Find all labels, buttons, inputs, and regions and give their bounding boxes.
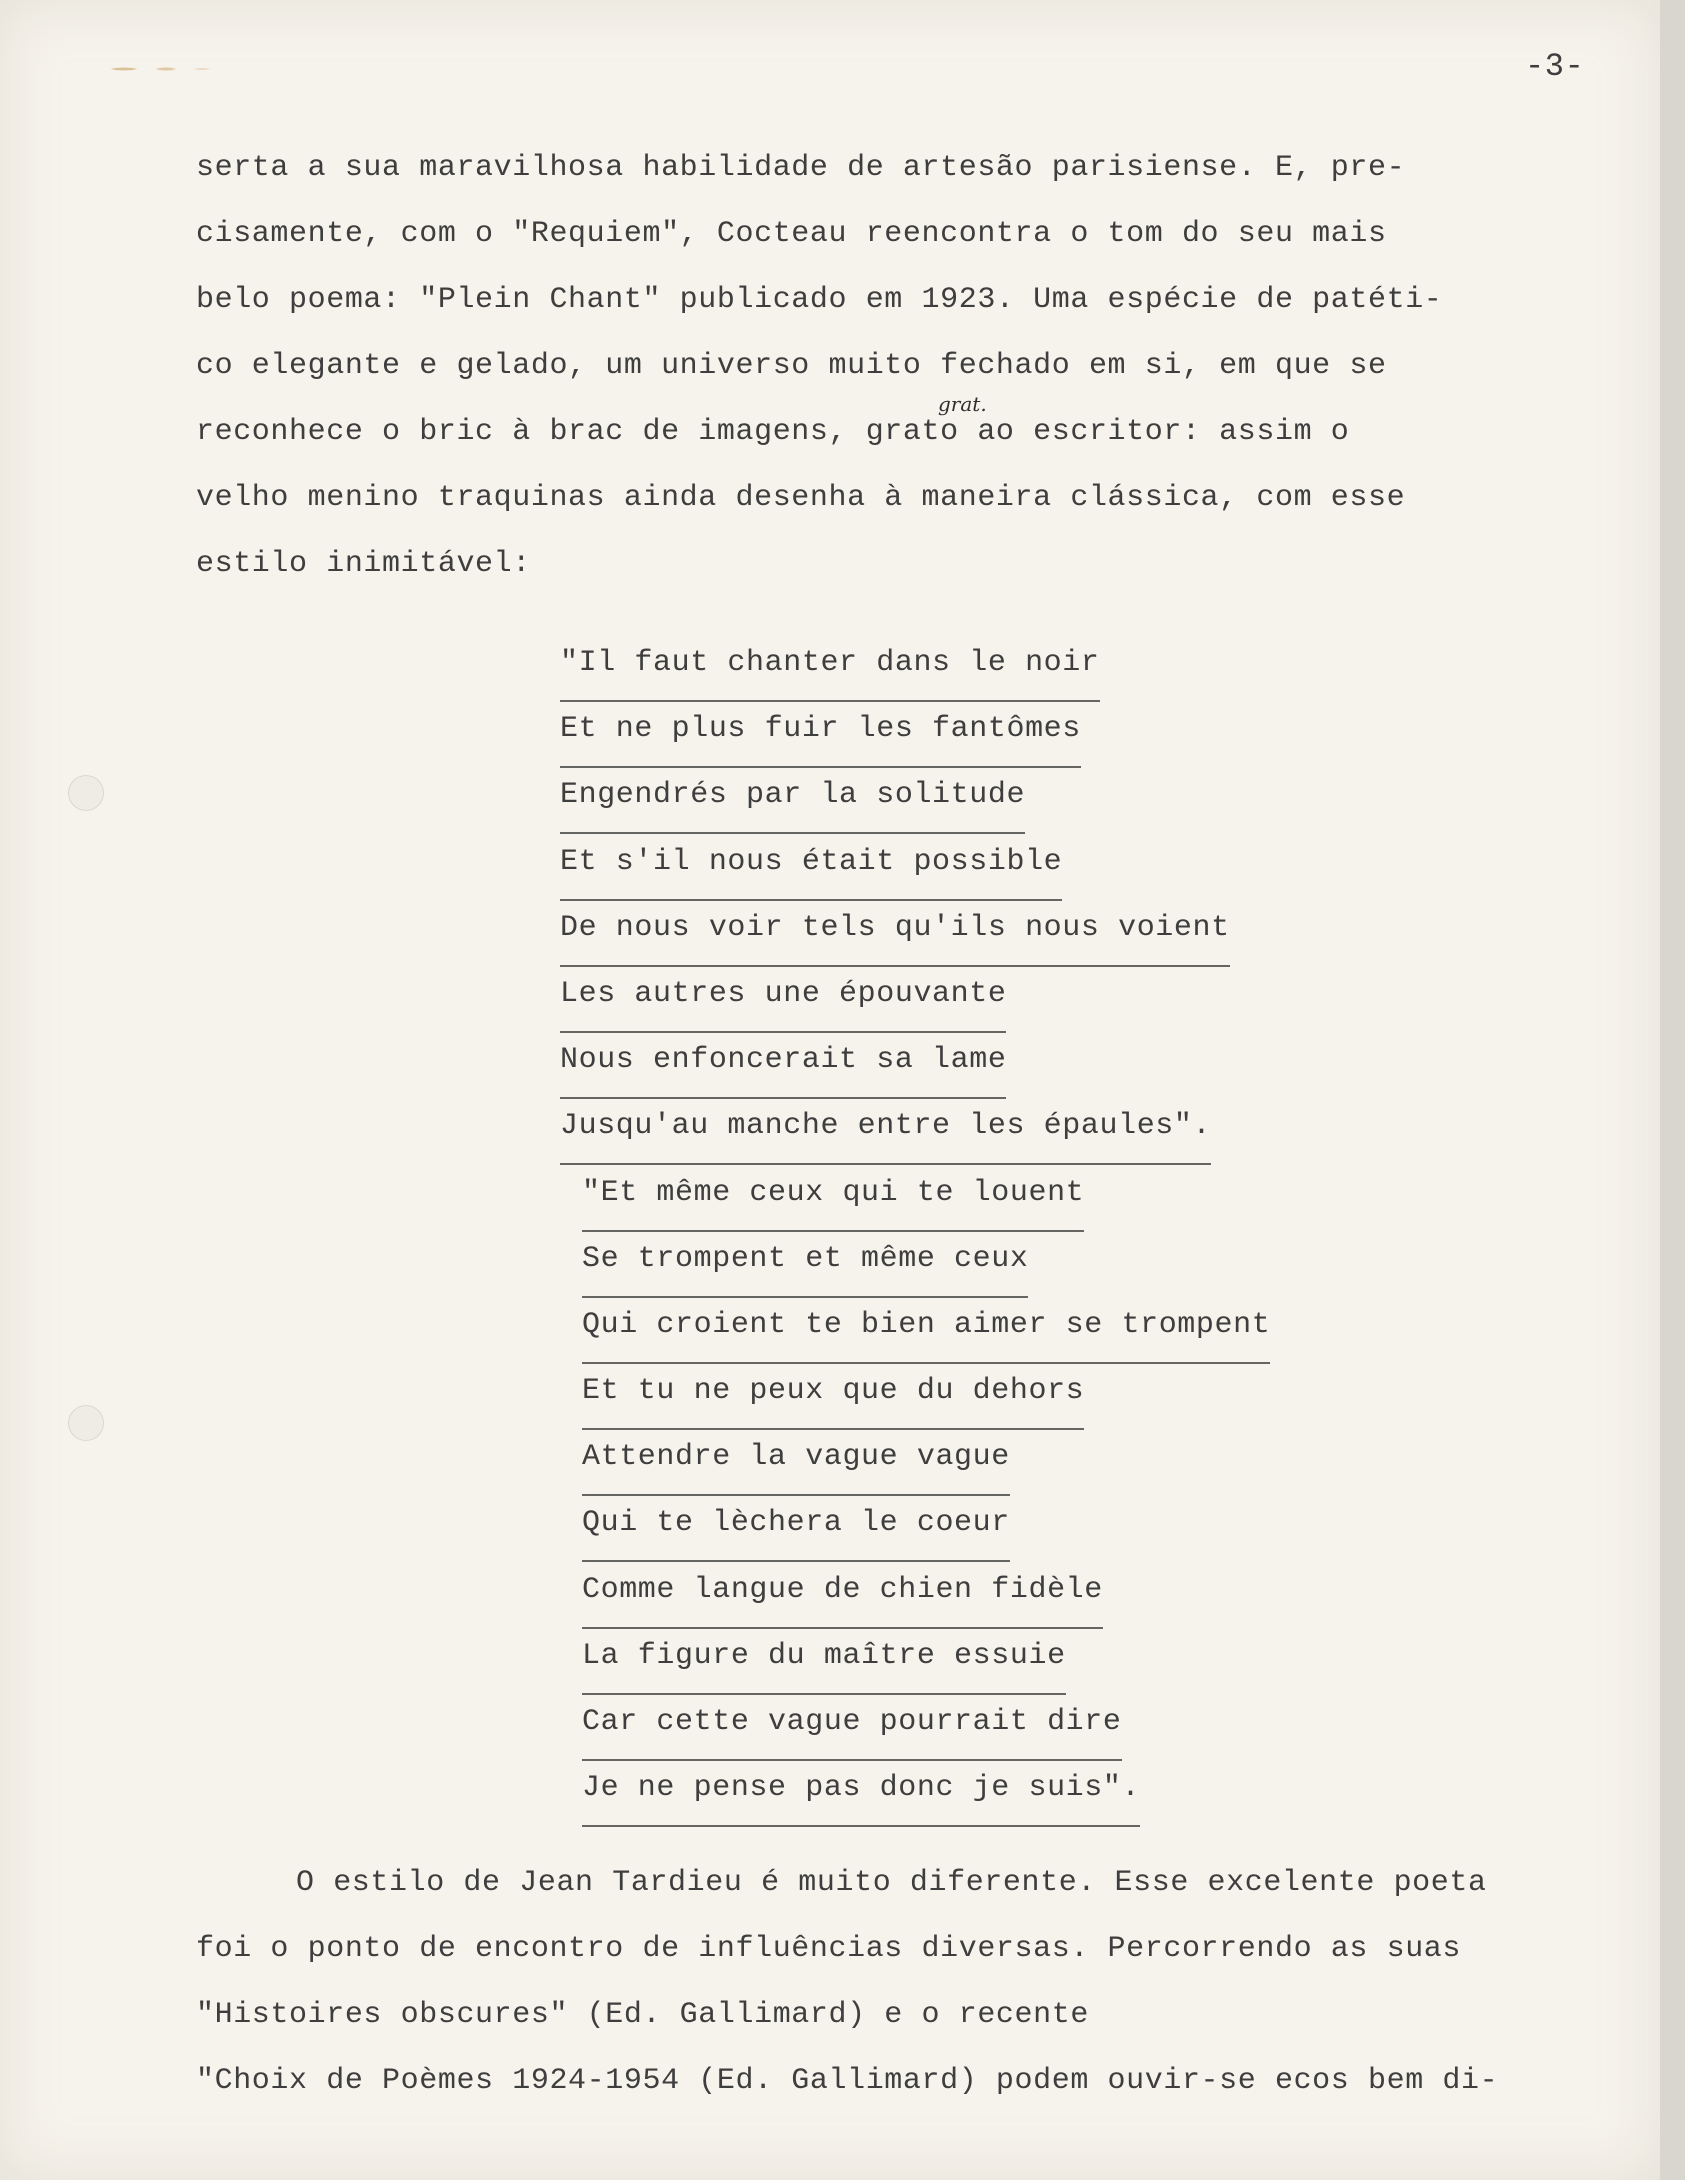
poem-line: Car cette vague pourrait dire bbox=[560, 1689, 1270, 1755]
text-line: estilo inimitável: bbox=[196, 547, 531, 581]
poem-line: Et tu ne peux que du dehors bbox=[560, 1358, 1270, 1424]
text-line: foi o ponto de encontro de influências diversas. Percorrendo as suas bbox=[196, 1932, 1461, 1966]
poem-line: La figure du maître essuie bbox=[560, 1623, 1270, 1689]
poem-line: Se trompent et même ceux bbox=[560, 1226, 1270, 1292]
paragraph-cocteau bbox=[196, 135, 1556, 597]
poem-line: De nous voir tels qu'ils nous voient bbox=[560, 895, 1270, 961]
poem-line: Qui croient te bien aimer se trompent bbox=[560, 1292, 1270, 1358]
handwritten-correction: grat. bbox=[938, 392, 987, 416]
text-line: cisamente, com o "Requiem", Cocteau reencontra o tom do seu mais bbox=[196, 217, 1387, 251]
text-line: serta a sua maravilhosa habilidade de artesão parisiense. E, pre- bbox=[196, 151, 1406, 185]
text-line: velho menino traquinas ainda desenha à maneira clássica, com esse bbox=[196, 481, 1406, 515]
text-line: reconhece o bric à brac de imagens, grato ao escritor: assim o bbox=[196, 415, 1350, 449]
text-line: "Choix de Poèmes 1924-1954 (Ed. Gallimard) podem ouvir-se ecos bem di- bbox=[196, 2064, 1499, 2098]
page-number: -3- bbox=[1525, 48, 1585, 85]
poem-line: Jusqu'au manche entre les épaules". bbox=[560, 1093, 1270, 1159]
poem-line: Et s'il nous était possible bbox=[560, 829, 1270, 895]
punch-hole bbox=[68, 1405, 104, 1441]
poem-line: Attendre la vague vague bbox=[560, 1424, 1270, 1490]
poem-line: Qui te lèchera le coeur bbox=[560, 1490, 1270, 1556]
text-line: O estilo de Jean Tardieu é muito diferente. Esse excelente poeta bbox=[296, 1866, 1487, 1900]
poem-line: Nous enfoncerait sa lame bbox=[560, 1027, 1270, 1093]
poem-quotation bbox=[560, 630, 1270, 1821]
poem-line: Et ne plus fuir les fantômes bbox=[560, 696, 1270, 762]
poem-line: Je ne pense pas donc je suis". bbox=[560, 1755, 1270, 1821]
text-line: "Histoires obscures" (Ed. Gallimard) e o recente bbox=[196, 1998, 1089, 2032]
rust-stain bbox=[100, 58, 220, 80]
poem-line: Comme langue de chien fidèle bbox=[560, 1557, 1270, 1623]
poem-line: "Il faut chanter dans le noir bbox=[560, 630, 1270, 696]
poem-line: Les autres une épouvante bbox=[560, 961, 1270, 1027]
poem-line: Engendrés par la solitude bbox=[560, 762, 1270, 828]
paragraph-tardieu bbox=[196, 1850, 1556, 2114]
poem-line: "Et même ceux qui te louent bbox=[560, 1160, 1270, 1226]
text-line: belo poema: "Plein Chant" publicado em 1923. Uma espécie de patéti- bbox=[196, 283, 1443, 317]
text-line: co elegante e gelado, um universo muito fechado em si, em que se bbox=[196, 349, 1387, 383]
punch-hole bbox=[68, 775, 104, 811]
